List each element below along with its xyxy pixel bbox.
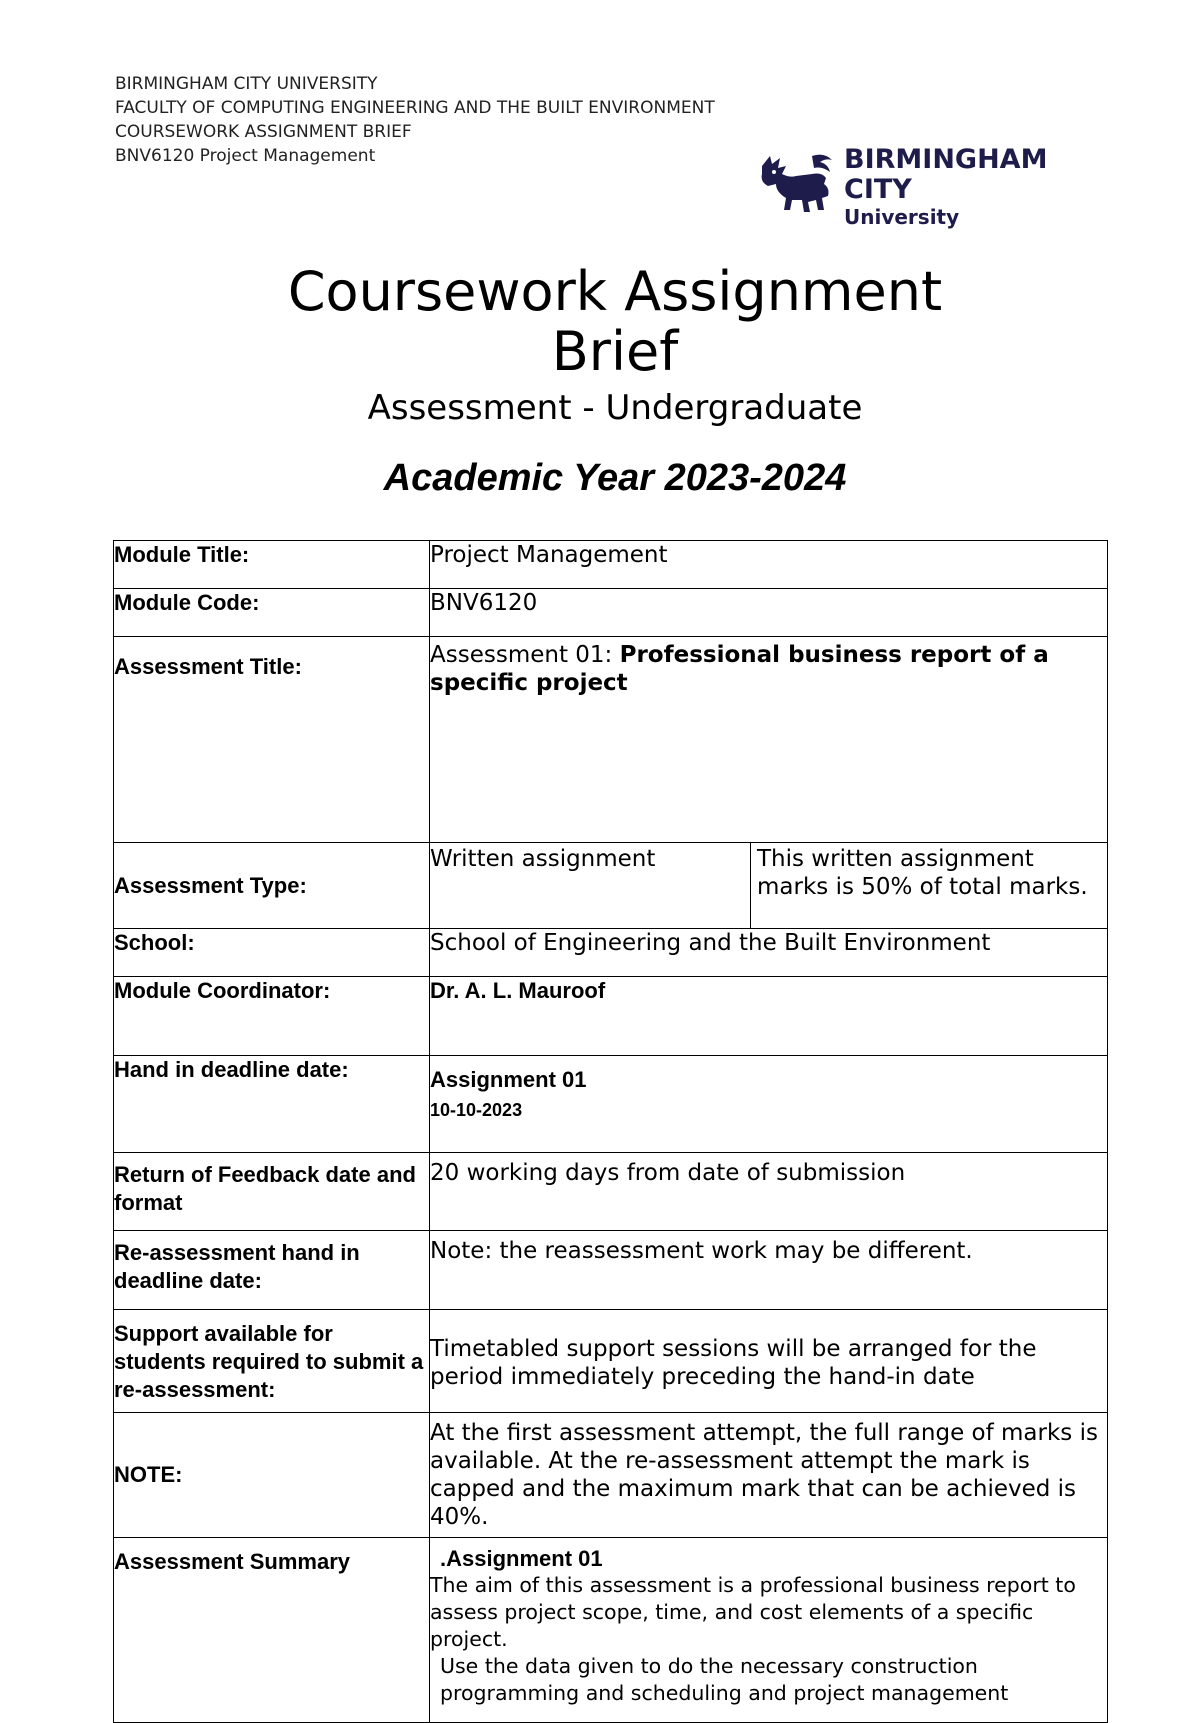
lion-crest-icon — [752, 148, 840, 226]
module-code-label: Module Code: — [114, 589, 430, 637]
assessment-title-name: Professional business report of a specific project — [430, 642, 1049, 696]
assessment-title-value — [430, 637, 1108, 843]
summary-label: Assessment Summary — [114, 1538, 430, 1723]
assessment-title-prefix: Assessment 01: — [430, 642, 613, 668]
reassessment-value: Note: the reassessment work may be different. — [430, 1231, 1108, 1310]
assessment-type-note: This written assignment marks is 50% of total marks. — [751, 843, 1108, 929]
note-value: At the first assessment attempt, the full range of marks is available. At the re-assessment attempt the mark is capped and the maximum mark that can be achieved is 40%. — [430, 1413, 1108, 1538]
coordinator-value: Dr. A. L. Mauroof — [430, 977, 1108, 1056]
university-logo — [752, 142, 1112, 232]
module-code-value: BNV6120 — [430, 589, 1108, 637]
coordinator-label: Module Coordinator: — [114, 977, 430, 1056]
module-name: BNV6120 Project Management — [115, 146, 376, 166]
university-name: BIRMINGHAM CITY UNIVERSITY — [115, 74, 378, 94]
assignment-info-table — [113, 540, 1108, 1723]
support-value: Timetabled support sessions will be arranged for the period immediately preceding the hand-in date — [430, 1310, 1108, 1413]
school-value: School of Engineering and the Built Environment — [430, 929, 1108, 977]
school-label: School: — [114, 929, 430, 977]
table-row — [114, 1310, 1108, 1413]
assessment-title-label: Assessment Title: — [114, 637, 430, 843]
document-header — [115, 72, 715, 168]
table-row — [114, 1413, 1108, 1538]
summary-text-aim: The aim of this assessment is a professional business report to assess project scope, time, and cost elements of a specific project. — [430, 1573, 1076, 1651]
support-label: Support available for students required to submit a re-assessment: — [114, 1310, 430, 1413]
faculty-name: FACULTY OF COMPUTING ENGINEERING AND THE BUILT ENVIRONMENT — [115, 98, 715, 118]
logo-subword: University — [844, 205, 960, 229]
main-title-line2: Brief — [551, 320, 679, 383]
title-block — [0, 262, 1200, 500]
table-row — [114, 1153, 1108, 1231]
summary-text-data: Use the data given to do the necessary construction programming and scheduling and project management — [440, 1654, 1009, 1705]
main-title-line1: Coursework Assignment — [287, 260, 943, 323]
academic-year: Academic Year 2023-2024 — [383, 457, 847, 499]
deadline-assignment: Assignment 01 — [430, 1067, 587, 1092]
table-row — [114, 589, 1108, 637]
table-row — [114, 1231, 1108, 1310]
deadline-label: Hand in deadline date: — [114, 1056, 430, 1153]
table-row — [114, 929, 1108, 977]
logo-wordmark: BIRMINGHAM CITY — [844, 144, 1048, 205]
table-row — [114, 977, 1108, 1056]
module-title-value: Project Management — [430, 541, 1108, 589]
main-title — [0, 262, 1200, 382]
module-title-label: Module Title: — [114, 541, 430, 589]
assessment-type-label: Assessment Type: — [114, 843, 430, 929]
table-row — [114, 1056, 1108, 1153]
table-row — [114, 843, 1108, 929]
deadline-value — [430, 1056, 1108, 1153]
feedback-label: Return of Feedback date and format — [114, 1153, 430, 1231]
subtitle: Assessment - Undergraduate — [367, 388, 863, 428]
summary-value — [430, 1538, 1108, 1723]
table-row — [114, 541, 1108, 589]
feedback-value: 20 working days from date of submission — [430, 1153, 1108, 1231]
table-row — [114, 637, 1108, 843]
note-label: NOTE: — [114, 1413, 430, 1538]
assessment-type-value: Written assignment — [430, 843, 751, 929]
reassessment-label: Re-assessment hand in deadline date: — [114, 1231, 430, 1310]
document-type: COURSEWORK ASSIGNMENT BRIEF — [115, 122, 412, 142]
table-row — [114, 1538, 1108, 1723]
summary-heading: .Assignment 01 — [440, 1546, 603, 1571]
deadline-date: 10-10-2023 — [430, 1100, 523, 1120]
